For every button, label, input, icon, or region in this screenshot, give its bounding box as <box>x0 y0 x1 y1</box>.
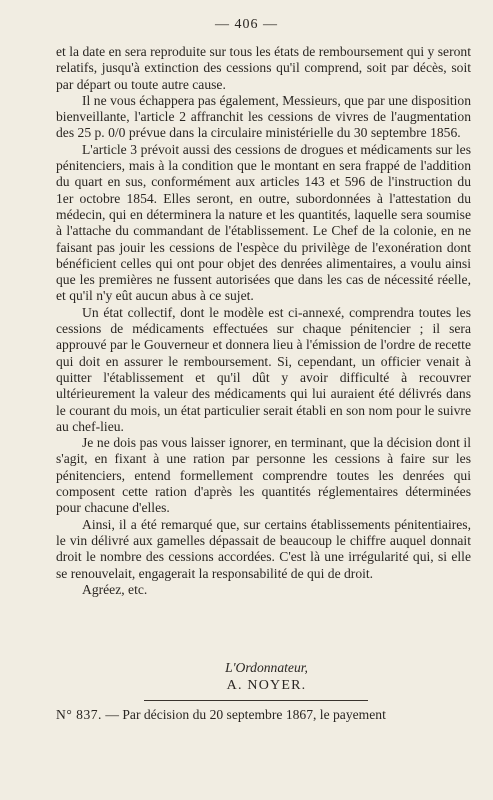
signature-title: L'Ordonnateur, <box>225 660 308 675</box>
paragraph-4: Un état collectif, dont le modèle est ci-annexé, comprendra toutes les cessions de médicaments effectuées sur chaque pénitencier ; il sera approuvé par le Gouverneur et donnera lieu à l'émission de l'ordre de recette qui doit en assurer le remboursement. Si, cependant, un officier venait à quitter l'établissement et qu'il dût y avoir difficulté à recouvrer ultérieurement la valeur des médicaments qui lui auraient été délivrés dans le courant du mois, un état particulier serait établi en son nom pour le suivre au chef-lieu. <box>56 304 471 434</box>
page-number: — 406 — <box>215 17 278 32</box>
section-divider <box>144 700 368 701</box>
next-entry-number: N° 837. <box>56 707 102 722</box>
paragraph-1: et la date en sera reproduite sur tous les états de remboursement qui y seront relatifs, jusqu'à extinction des cessions qu'il comprend, soit par décès, soit par départ ou toute autre cause. <box>56 44 471 92</box>
paragraph-closing: Agréez, etc. <box>82 581 148 597</box>
signature-name: A. NOYER. <box>226 678 307 693</box>
paragraph-2: Il ne vous échappera pas également, Messieurs, que par une disposition bienveillante, l'article 2 affranchit les cessions de vivres de l'augmentation des 25 p. 0/0 prévue dans la circulaire ministérielle du 30 septembre 1856. <box>56 92 471 141</box>
paragraph-3: L'article 3 prévoit aussi des cessions de drogues et médicaments sur les pénitenciers, mais à la condition que le montant en sera frappé de l'addition du quart en sus, conformément aux articles 143 et 596 de l'instruction du 1er octobre 1854. Elles seront, en outre, subordonnées à l'attestation du médecin, qui en déterminera la nature et les quantités, laquelle sera soumise à l'attache du commandant de l'établissement. Le Chef de la colonie, en ne faisant pas jouir les cessions de l'espèce du privilège de l'exonération dont bénéficient celles qui ont pour objet des denrées alimentaires, a voulu ainsi que les premières ne fussent autorisées que dans les cas de nécessité réelle, et qu'il n'y eût aucun abus à ce sujet. <box>56 141 471 304</box>
body-text <box>56 44 471 598</box>
next-entry <box>56 707 476 723</box>
next-entry-text: — Par décision du 20 septembre 1867, le payement <box>105 707 386 722</box>
paragraph-5: Je ne dois pas vous laisser ignorer, en terminant, que la décision dont il s'agit, en fixant à une ration par personne les cessions à faire sur les pénitenciers, entend formellement comprendre toutes les denrées qui composent cette ration d'après les quantités réglementaires déterminées pour chacune d'elles. <box>56 435 471 516</box>
paragraph-6: Ainsi, il a été remarqué que, sur certains établissements pénitentiaires, le vin délivré aux gamelles dépassait de beaucoup le chiffre auquel donnait droit le nombre des cessions accordées. C'est là une irrégularité qui, si elle se renouvelait, engagerait la responsabilité de qui de droit. <box>56 516 471 581</box>
